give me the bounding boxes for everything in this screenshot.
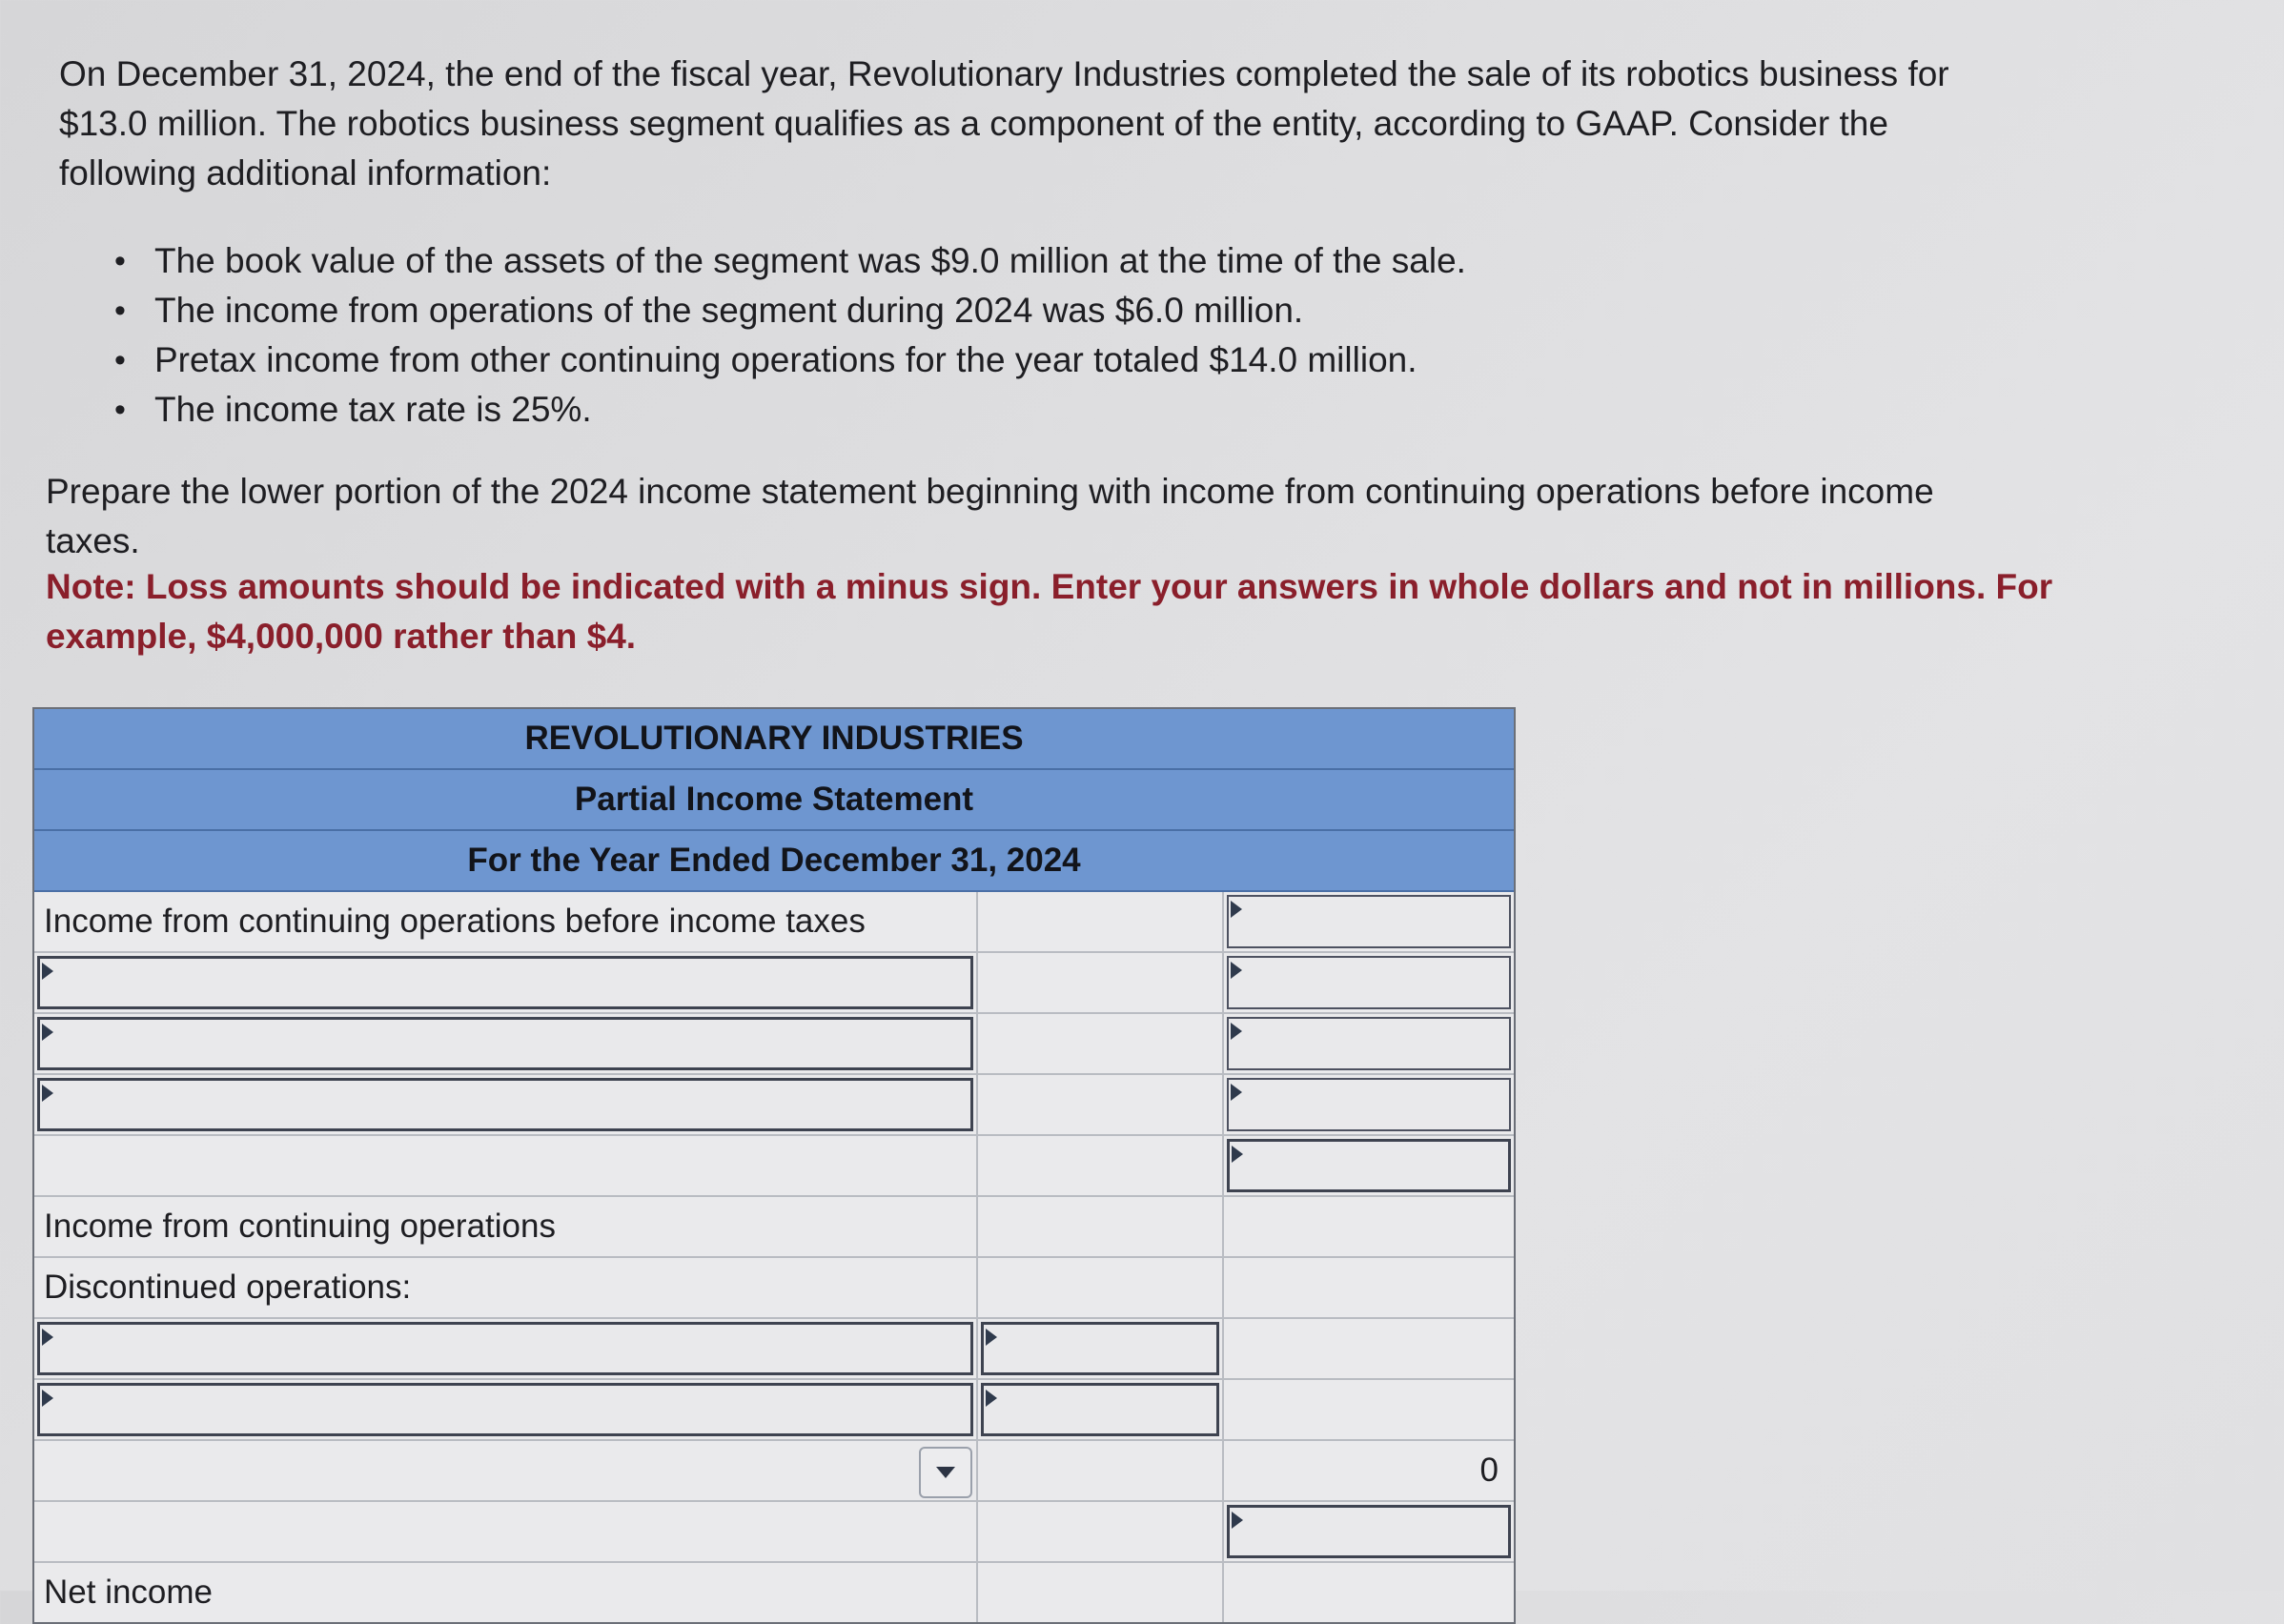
label-cell [34, 1380, 978, 1439]
intro-line-1: On December 31, 2024, the end of the fiscal year, Revolutionary Industries completed the sale of its robotics business for [59, 54, 1949, 93]
input-flag-icon [42, 1024, 53, 1041]
input-flag-icon [1231, 1023, 1242, 1040]
empty-cell [978, 1014, 1224, 1073]
input-flag-icon [42, 1390, 53, 1407]
note-text [46, 562, 2238, 661]
intro-line-3: following additional information: [59, 153, 552, 193]
label-cell [34, 1136, 978, 1195]
continuing-before-tax-amount-input[interactable] [1227, 895, 1511, 948]
table-row [34, 892, 1514, 953]
bullet-segment-income: • The income from operations of the segment during 2024 was $6.0 million. [114, 286, 1466, 335]
table-row [34, 1563, 1514, 1622]
input-flag-icon [42, 1085, 53, 1102]
line-item-amount-input-3[interactable] [1227, 1078, 1511, 1131]
empty-cell [978, 892, 1224, 951]
line-item-amount-input-2[interactable] [1227, 1017, 1511, 1070]
instruction-line-2: taxes. [46, 521, 140, 560]
empty-cell [978, 1563, 1224, 1622]
table-row [34, 1258, 1514, 1319]
discontinued-amount-input-2[interactable] [981, 1383, 1219, 1436]
empty-cell [1224, 1258, 1514, 1317]
table-row [34, 1319, 1514, 1380]
amount-cell [978, 1319, 1224, 1378]
line-item-amount-input-4[interactable] [1227, 1139, 1511, 1192]
row-label-discontinued: Discontinued operations: [34, 1258, 978, 1317]
amount-cell [978, 1380, 1224, 1439]
empty-cell [978, 1258, 1224, 1317]
info-bullet-list [114, 236, 1466, 435]
table-row [34, 1136, 1514, 1197]
input-flag-icon [1232, 1146, 1243, 1163]
line-item-amount-input-1[interactable] [1227, 956, 1511, 1009]
input-flag-icon [42, 963, 53, 980]
table-row [34, 1014, 1514, 1075]
statement-title: Partial Income Statement [34, 770, 1514, 831]
empty-cell [978, 1197, 1224, 1256]
income-statement-table [32, 707, 1516, 1624]
empty-cell [978, 1441, 1224, 1500]
line-item-select-1[interactable] [37, 956, 973, 1009]
empty-cell [1224, 1197, 1514, 1256]
label-cell [34, 953, 978, 1012]
label-cell [34, 1014, 978, 1073]
amount-cell [1224, 1014, 1514, 1073]
empty-cell [978, 1136, 1224, 1195]
amount-cell [1224, 892, 1514, 951]
amount-cell [1224, 1075, 1514, 1134]
intro-line-2: $13.0 million. The robotics business segment qualifies as a component of the entity, according to GAAP. Consider the [59, 104, 1888, 143]
amount-cell [1224, 1441, 1514, 1500]
empty-cell [978, 953, 1224, 1012]
label-cell [34, 1441, 978, 1500]
empty-cell [1224, 1380, 1514, 1439]
subtotal-value: 0 [1479, 1451, 1499, 1489]
line-item-select-3[interactable] [37, 1078, 973, 1131]
statement-period: For the Year Ended December 31, 2024 [34, 831, 1514, 892]
bullet-other-pretax-income: • Pretax income from other continuing operations for the year totaled $14.0 million. [114, 335, 1466, 385]
empty-cell [1224, 1319, 1514, 1378]
note-line-2: example, $4,000,000 rather than $4. [46, 617, 637, 656]
bullet-tax-rate: • The income tax rate is 25%. [114, 385, 1466, 435]
input-flag-icon [42, 1329, 53, 1346]
table-row [34, 1441, 1514, 1502]
instruction-line-1: Prepare the lower portion of the 2024 income statement beginning with income from continuing operations before income [46, 472, 1934, 511]
discontinued-select-2[interactable] [37, 1383, 973, 1436]
empty-cell [978, 1075, 1224, 1134]
input-flag-icon [986, 1390, 997, 1407]
amount-cell [1224, 953, 1514, 1012]
label-cell [34, 1075, 978, 1134]
note-line-1: Note: Loss amounts should be indicated with a minus sign. Enter your answers in whole dollars and not in millions. For [46, 567, 2053, 606]
line-item-select-2[interactable] [37, 1017, 973, 1070]
amount-cell [1224, 1502, 1514, 1561]
input-flag-icon [1231, 901, 1242, 918]
discontinued-select-1[interactable] [37, 1322, 973, 1375]
table-row [34, 1075, 1514, 1136]
amount-cell [1224, 1136, 1514, 1195]
row-label-continuing: Income from continuing operations [34, 1197, 978, 1256]
table-row [34, 1502, 1514, 1563]
input-flag-icon [1231, 1084, 1242, 1101]
empty-cell [978, 1502, 1224, 1561]
discontinued-amount-input-1[interactable] [981, 1322, 1219, 1375]
input-flag-icon [1232, 1512, 1243, 1529]
row-label-continuing-before-tax: Income from continuing operations before income taxes [34, 892, 978, 951]
discontinued-dropdown[interactable] [919, 1447, 972, 1498]
label-cell [34, 1319, 978, 1378]
table-row [34, 1197, 1514, 1258]
label-cell [34, 1502, 978, 1561]
row-label-net-income: Net income [34, 1563, 978, 1622]
net-income-amount-input[interactable] [1227, 1505, 1511, 1558]
table-row [34, 1380, 1514, 1441]
table-row [34, 953, 1514, 1014]
input-flag-icon [1231, 962, 1242, 979]
input-flag-icon [986, 1329, 997, 1346]
company-name: REVOLUTIONARY INDUSTRIES [34, 709, 1514, 770]
bullet-book-value: • The book value of the assets of the segment was $9.0 million at the time of the sale. [114, 236, 1466, 286]
instruction-text [46, 467, 2238, 566]
problem-intro [59, 50, 2156, 198]
empty-cell [1224, 1563, 1514, 1622]
